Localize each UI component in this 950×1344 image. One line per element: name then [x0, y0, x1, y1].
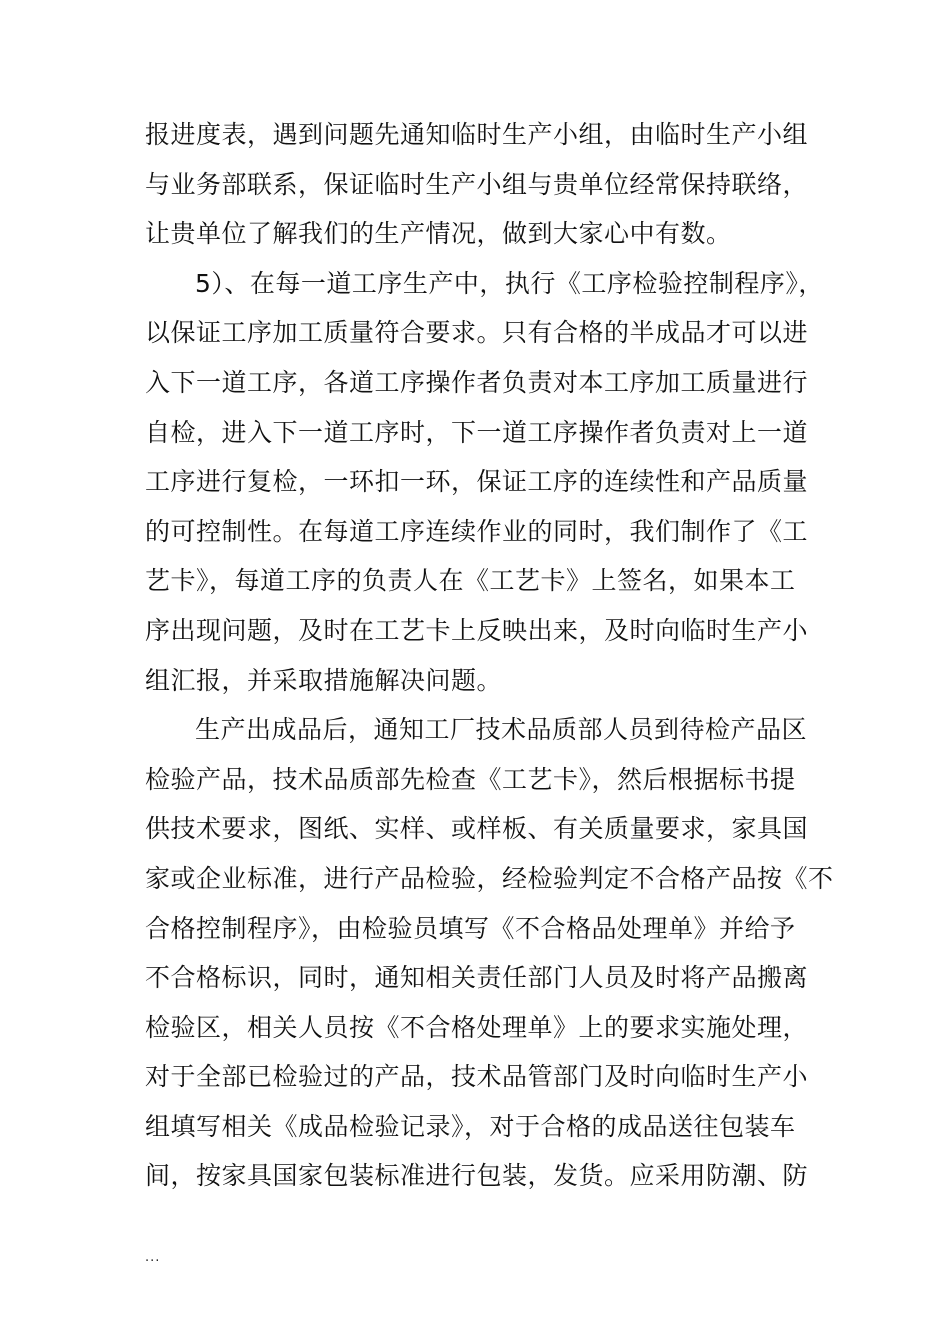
- text-line-3: 让贵单位了解我们的生产情况，做到大家心中有数。: [145, 219, 732, 249]
- text-line-14: 检验产品，技术品质部先检查《工艺卡》，然后根据标书提: [145, 764, 796, 794]
- text-line-11: 序出现问题，及时在工艺卡上反映出来，及时向临时生产小: [145, 615, 809, 645]
- text-line-21: 组填写相关《成品检验记录》，对于合格的成品送往包装车: [145, 1111, 796, 1141]
- text-line-7: 自检，进入下一道工序时，下一道工序操作者负责对上一道: [145, 417, 809, 447]
- text-line-18: 不合格标识，同时，通知相关责任部门人员及时将产品搬离: [145, 963, 809, 993]
- text-line-17: 合格控制程序》，由检验员填写《不合格品处理单》并给予: [145, 913, 796, 943]
- text-line-15: 供技术要求，图纸、实样、或样板、有关质量要求，家具国: [145, 814, 809, 844]
- text-line-16: 家或企业标准，进行产品检验，经检验判定不合格产品按《不: [145, 863, 834, 893]
- text-line-5: 以保证工序加工质量符合要求。只有合格的半成品才可以进: [145, 318, 809, 348]
- text-line-13: 生产出成品后，通知工厂技术品质部人员到待检产品区: [195, 715, 808, 745]
- text-line-2: 与业务部联系，保证临时生产小组与贵单位经常保持联络，: [145, 169, 809, 199]
- text-line-9: 的可控制性。在每道工序连续作业的同时，我们制作了《工: [145, 516, 809, 546]
- text-line-8: 工序进行复检，一环扣一环，保证工序的连续性和产品质量: [145, 467, 809, 497]
- document-body: [145, 110, 834, 1201]
- text-line-19: 检验区，相关人员按《不合格处理单》上的要求实施处理，: [145, 1012, 809, 1042]
- footer-ellipsis: ...: [145, 1250, 161, 1265]
- text-line-4: 5）、在每一道工序生产中，执行《工序检验控制程序》，: [195, 268, 824, 298]
- text-line-10: 艺卡》，每道工序的负责人在《工艺卡》上签名，如果本工: [145, 566, 796, 596]
- text-line-1: 报进度表，遇到问题先通知临时生产小组，由临时生产小组: [145, 120, 809, 149]
- text-line-22: 间，按家具国家包装标准进行包装，发货。应采用防潮、防: [145, 1161, 809, 1191]
- text-line-6: 入下一道工序，各道工序操作者负责对本工序加工质量进行: [145, 367, 809, 397]
- text-line-20: 对于全部已检验过的产品，技术品管部门及时向临时生产小: [145, 1062, 809, 1092]
- text-line-12: 组汇报，并采取措施解决问题。: [145, 665, 503, 695]
